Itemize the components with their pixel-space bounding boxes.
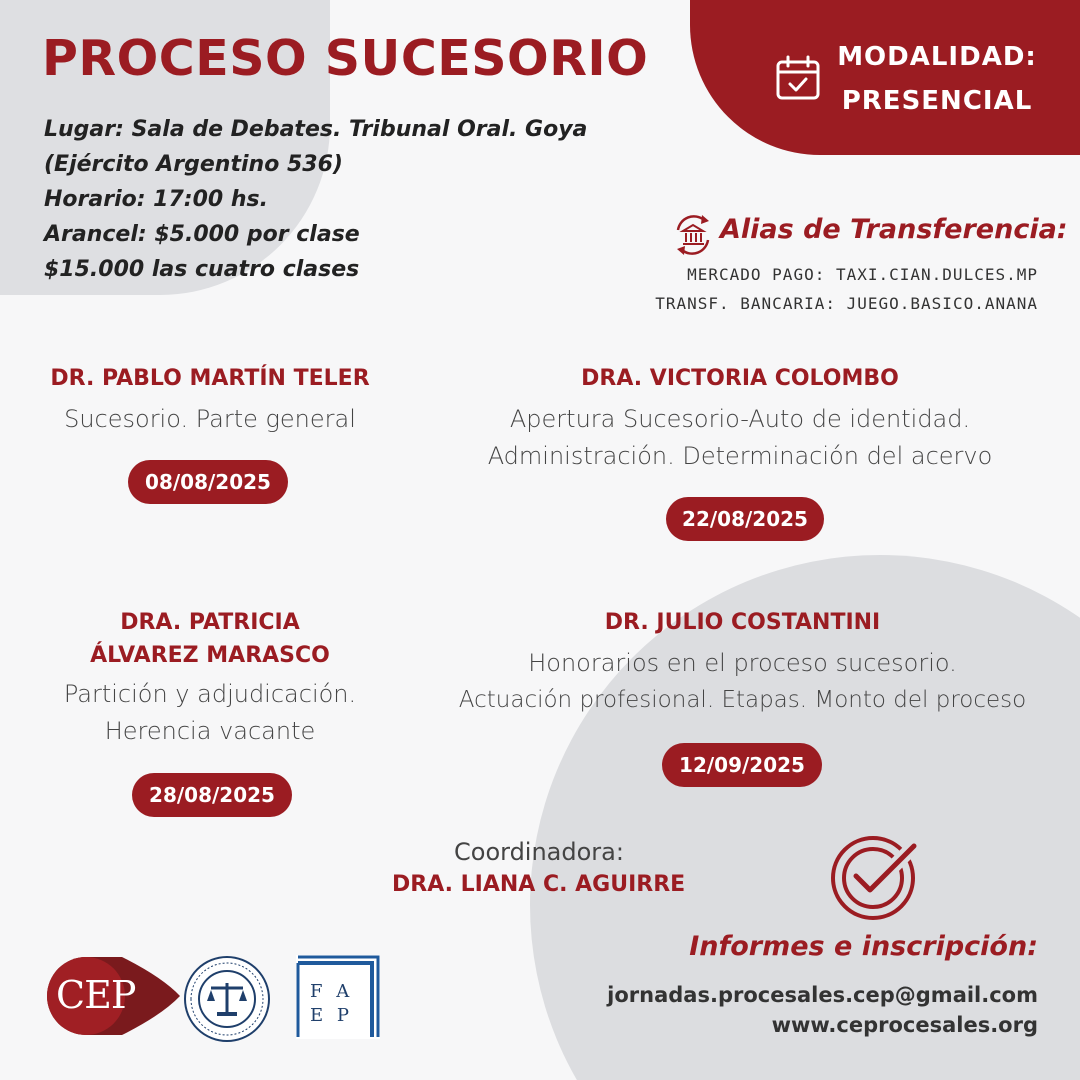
coordinadora-label: Coordinadora: (454, 838, 624, 866)
contact-website[interactable]: www.ceprocesales.org (771, 1013, 1038, 1037)
modalidad-value: PRESENCIAL (841, 86, 1033, 116)
session-speaker: DR. JULIO COSTANTINI (604, 610, 881, 635)
scales-of-justice-icon (183, 955, 271, 1043)
session-card-4 (445, 606, 1040, 719)
faep-text-line1: F A (310, 981, 354, 1002)
session-speaker: DRA. VICTORIA COLOMBO (581, 366, 899, 391)
session-speaker: ÁLVAREZ MARASCO (90, 643, 330, 668)
session-topic: Honorarios en el proceso sucesorio. (528, 649, 957, 677)
faep-logo (296, 955, 380, 1039)
session-speaker: DRA. PATRICIA (120, 610, 300, 635)
session-date-badge: 12/09/2025 (662, 743, 822, 787)
modalidad-text (832, 35, 1042, 123)
alias-title: Alias de Transferencia: (720, 214, 1068, 245)
page-title: PROCESO SUCESORIO (42, 30, 649, 87)
info-direccion: (Ejército Argentino 536) (44, 152, 343, 177)
cep-logo-text: CEP (56, 973, 136, 1017)
info-horario: Horario: 17:00 hs. (44, 187, 268, 212)
cep-logo (42, 955, 182, 1037)
bank-transfer-icon (672, 214, 714, 256)
contact-email[interactable]: jornadas.procesales.cep@gmail.com (607, 983, 1038, 1007)
session-topic: Herencia vacante (104, 717, 316, 745)
session-topic: Actuación profesional. Etapas. Monto del proceso (458, 687, 1027, 713)
info-arancel-total: $15.000 las cuatro clases (44, 257, 360, 282)
session-card-2 (470, 362, 1010, 475)
informes-title: Informes e inscripción: (689, 931, 1038, 962)
modalidad-label: MODALIDAD: (837, 42, 1037, 72)
coordinadora-name: DRA. LIANA C. AGUIRRE (392, 872, 686, 897)
session-date-badge: 22/08/2025 (666, 497, 824, 541)
info-arancel: Arancel: $5.000 por clase (44, 222, 360, 247)
event-info (44, 112, 587, 287)
faep-text-line2: E P (310, 1005, 353, 1026)
session-card-1 (20, 362, 400, 438)
session-date-badge: 28/08/2025 (132, 773, 292, 817)
session-card-3 (20, 606, 400, 750)
info-lugar: Lugar: Sala de Debates. Tribunal Oral. Goya (44, 117, 588, 142)
colegio-abogados-seal (183, 955, 271, 1043)
session-topic: Partición y adjudicación. (63, 680, 357, 708)
session-topic: Apertura Sucesorio-Auto de identidad. (509, 405, 971, 433)
session-topic: Administración. Determinación del acervo (487, 442, 993, 470)
alias-transferencia-bancaria: TRANSF. BANCARIA: JUEGO.BASICO.ANANA (655, 294, 1038, 313)
session-topic: Sucesorio. Parte general (64, 405, 356, 433)
session-speaker: DR. PABLO MARTÍN TELER (50, 366, 370, 391)
session-date-badge: 08/08/2025 (128, 460, 288, 504)
calendar-check-icon (775, 54, 821, 102)
alias-mercado-pago: MERCADO PAGO: TAXI.CIAN.DULCES.MP (687, 265, 1038, 284)
checkmark-circle-icon (830, 832, 920, 922)
